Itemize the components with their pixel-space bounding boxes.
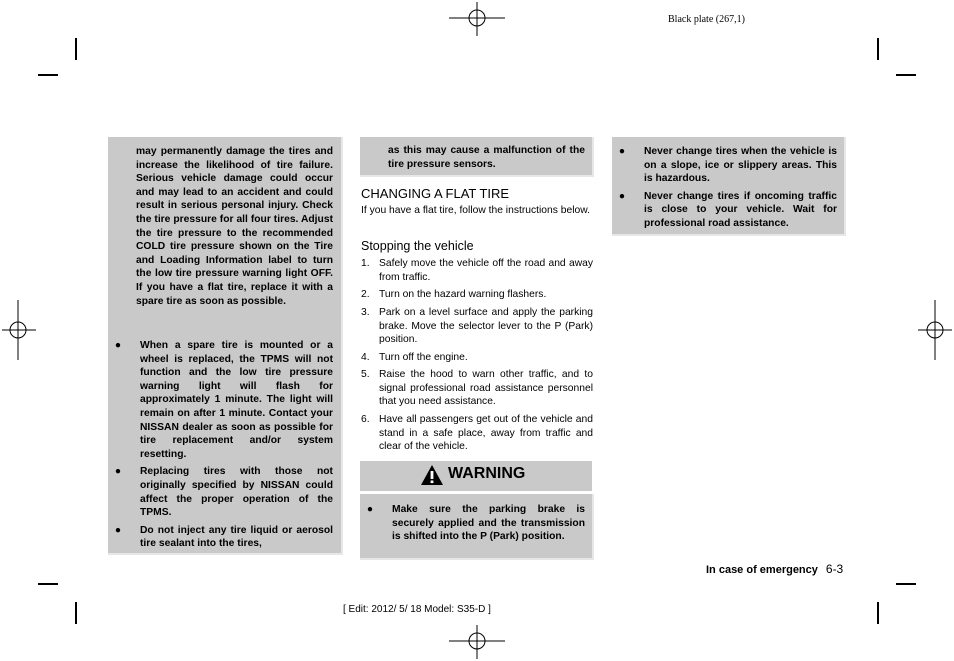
caution-box-continued-2 — [360, 137, 594, 177]
warning-box — [360, 494, 594, 560]
warning-label: WARNING — [448, 465, 526, 482]
caution-box-continued-3 — [612, 137, 846, 236]
page-footer — [706, 562, 843, 576]
list-item: 4. Turn off the engine. — [361, 352, 468, 363]
list-item: 6. Have all passengers get out of the vehicle and stand in a safe place, away from traffic and clear of the vehicle. — [361, 414, 593, 453]
bullet-icon: ● — [114, 466, 122, 478]
bullet-icon: ● — [618, 146, 626, 157]
warning-triangle-icon — [420, 464, 444, 486]
list-item: ● When a spare tire is mounted or a wheel is replaced, the TPMS will not function and the low tire pressure warning light will flash for approximately 1 minute. The light will remain on after 1 minute. Contact your NISSAN dealer as soon as possible for tire replacement and/or system resetting. — [112, 339, 333, 461]
bullet-icon: ● — [114, 524, 122, 536]
edit-info: [ Edit: 2012/ 5/ 18 Model: S35-D ] — [343, 604, 491, 615]
caution-continuation: as this may cause a malfunction of the tire pressure sensors. — [388, 145, 585, 170]
intro-text: If you have a flat tire, follow the instructions below. — [361, 205, 590, 216]
list-item: ● Never change tires when the vehicle is on a slope, ice or slippery areas. This is hazardous. — [616, 145, 837, 186]
subheading: Stopping the vehicle — [361, 239, 474, 253]
plate-label: Black plate (267,1) — [668, 14, 745, 25]
page-number: 6-3 — [825, 562, 844, 576]
warning-header — [360, 461, 592, 491]
bullet-icon: ● — [114, 340, 122, 351]
section-heading: CHANGING A FLAT TIRE — [361, 186, 510, 201]
caution-box-continued — [108, 137, 343, 555]
section-name: In case of emergency — [706, 564, 818, 576]
list-item: 3. Park on a level surface and apply the parking brake. Move the selector lever to the P (Park) position. — [361, 307, 593, 346]
bullet-icon: ● — [618, 190, 626, 202]
caution-continuation: may permanently damage the tires and increase the likelihood of tire failure. Serious vehicle damage could occur and may lead to an accident and could result in serious personal injury. Check the tire pressure for all four tires. Adjust the tire pressure to the recommended COLD tire pressure shown on the Tire and Loading Information label to turn the low tire pressure warning light OFF. If you have a flat tire, replace it with a spare tire as soon as possible. — [136, 146, 333, 307]
list-item: ● Do not inject any tire liquid or aerosol tire sealant into the tires, — [112, 524, 333, 551]
list-item: ● Make sure the parking brake is securely applied and the transmission is shifted into the P (Park) position. — [364, 503, 585, 544]
list-item: ● Replacing tires with those not originally specified by NISSAN could affect the proper operation of the TPMS. — [112, 465, 333, 519]
list-item: ● Never change tires if oncoming traffic is close to your vehicle. Wait for professional road assistance. — [616, 190, 837, 231]
list-item: 1. Safely move the vehicle off the road and away from traffic. — [361, 258, 593, 283]
bullet-icon: ● — [366, 504, 374, 515]
list-item: 5. Raise the hood to warn other traffic, and to signal professional road assistance personnel that you need assistance. — [361, 369, 593, 408]
list-item: 2. Turn on the hazard warning flashers. — [361, 289, 547, 300]
